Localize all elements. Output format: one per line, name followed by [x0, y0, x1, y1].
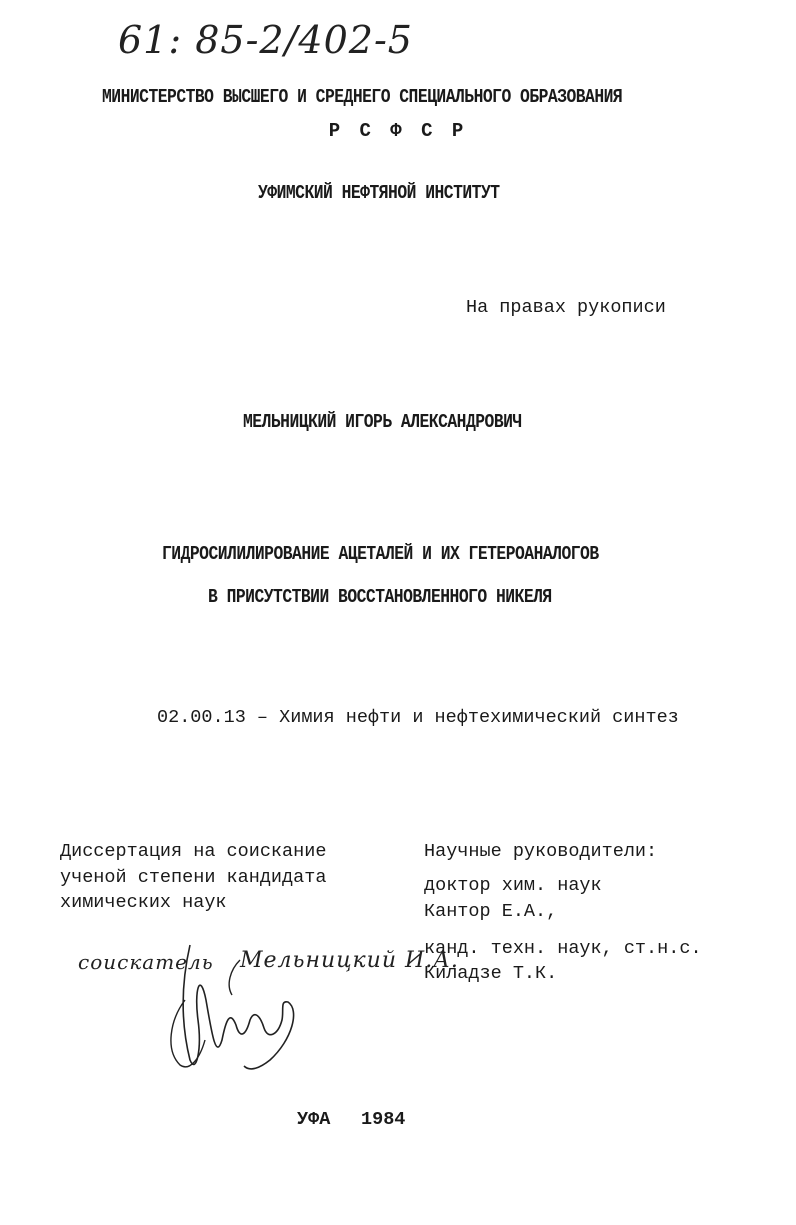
footer-city: УФА	[297, 1109, 331, 1130]
handwritten-signature-icon	[160, 940, 320, 1080]
ministry-heading: МИНИСТЕРСТВО ВЫСШЕГО И СРЕДНЕГО СПЕЦИАЛЬНОГО ОБРАЗОВАНИЯ	[102, 86, 623, 108]
supervisor1-degree: доктор хим. наук	[424, 875, 602, 896]
degree-line1: Диссертация на соискание	[60, 841, 327, 862]
signature-name: Мельницкий И.А.	[240, 948, 459, 973]
footer-year: 1984	[361, 1109, 406, 1130]
supervisor2-name: Киладзе Т.К.	[424, 963, 558, 984]
supervisor2-degree: канд. техн. наук, ст.н.с.	[424, 938, 702, 959]
institute-heading: УФИМСКИЙ НЕФТЯНОЙ ИНСТИТУТ	[258, 182, 500, 204]
dissertation-title-line2: В ПРИСУТСТВИИ ВОССТАНОВЛЕННОГО НИКЕЛЯ	[208, 586, 552, 608]
signature-label: соискатель	[78, 950, 214, 974]
degree-line2: ученой степени кандидата	[60, 867, 327, 888]
degree-line3: химических наук	[60, 892, 227, 913]
manuscript-note: На правах рукописи	[466, 297, 666, 318]
specialty-code: 02.00.13 – Химия нефти и нефтехимический синтез	[157, 707, 679, 728]
author-name: МЕЛЬНИЦКИЙ ИГОРЬ АЛЕКСАНДРОВИЧ	[243, 411, 522, 433]
republic-heading: Р С Ф С Р	[328, 120, 468, 142]
dissertation-title-line1: ГИДРОСИЛИЛИРОВАНИЕ АЦЕТАЛЕЙ И ИХ ГЕТЕРОАНАЛОГОВ	[162, 543, 599, 565]
supervisors-heading: Научные руководители:	[424, 841, 658, 862]
supervisor1-name: Кантор Е.А.,	[424, 901, 558, 922]
archive-number: 61: 85-2/402-5	[118, 18, 413, 62]
